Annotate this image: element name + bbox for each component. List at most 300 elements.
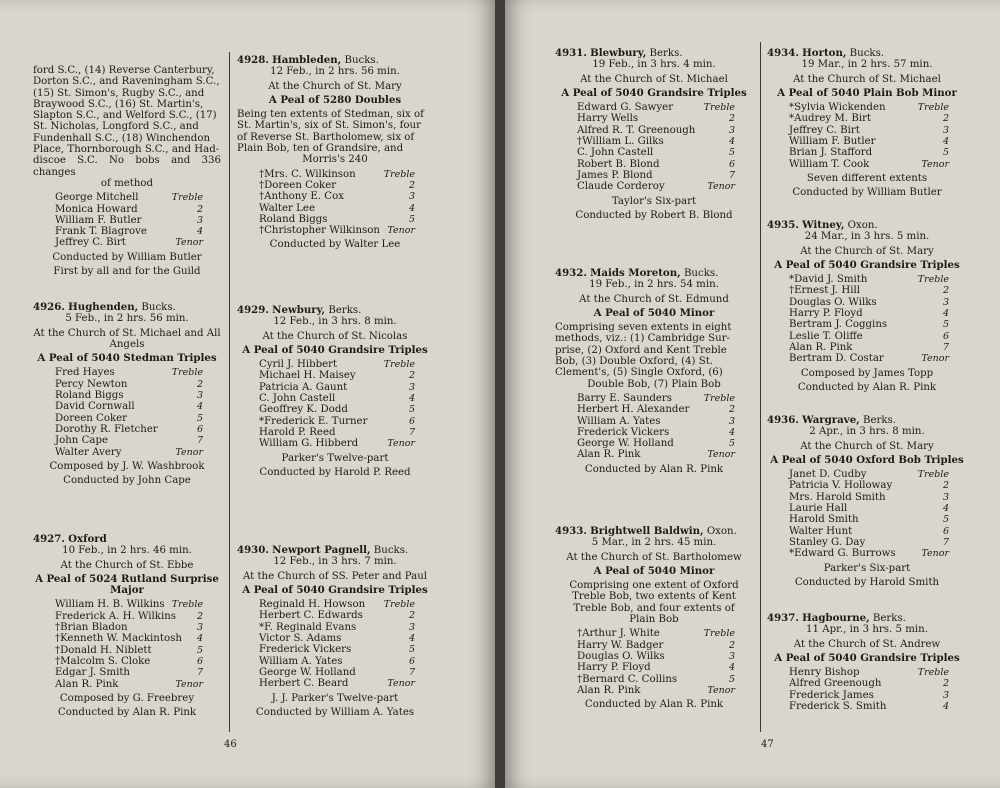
peal-county: Bucks. bbox=[683, 268, 719, 279]
ringer-name: *F. Reginald Evans bbox=[259, 621, 357, 633]
ringer-bell: 7 bbox=[196, 667, 203, 679]
ringer-bell: 4 bbox=[196, 401, 203, 413]
peal-date: 5 Mar., in 2 hrs. 45 min. bbox=[591, 537, 717, 549]
ringer-row bbox=[55, 192, 203, 203]
ringer-row bbox=[55, 656, 203, 667]
ringer-name: Jeffrey C. Birt bbox=[789, 124, 860, 136]
peal-heading bbox=[767, 48, 967, 59]
ringer-row bbox=[577, 170, 735, 181]
ringer-name: Frederick Vickers bbox=[259, 644, 352, 656]
ringer-bell: 2 bbox=[942, 285, 949, 297]
peal-county: Oxon. bbox=[706, 526, 737, 537]
ringer-row bbox=[577, 113, 735, 124]
ringer-row bbox=[259, 656, 415, 667]
ringer-name: †Mrs. C. Wilkinson bbox=[259, 168, 356, 180]
ringer-bell: 3 bbox=[942, 296, 949, 308]
ringer-bell: Treble bbox=[703, 102, 735, 114]
ringer-bell: 5 bbox=[408, 213, 415, 225]
peal-county: Berks. bbox=[328, 305, 362, 316]
ringer-row bbox=[259, 404, 415, 415]
ringer-row bbox=[789, 690, 949, 701]
peal-footer-line: Parker's Twelve-part bbox=[281, 452, 389, 464]
ringer-bell: Tenor bbox=[175, 237, 203, 249]
peal-number: 4934. bbox=[767, 47, 799, 59]
ringer-name: Herbert C. Edwards bbox=[259, 610, 363, 622]
ringer-name: Dorothy R. Fletcher bbox=[55, 423, 158, 435]
peal-title bbox=[555, 566, 753, 577]
ringer-row bbox=[55, 622, 203, 633]
ringer-bell: 5 bbox=[728, 438, 735, 450]
ringer-row bbox=[55, 204, 203, 215]
ringer-row bbox=[577, 651, 735, 662]
ringer-row bbox=[789, 537, 949, 548]
peal-church bbox=[555, 294, 753, 305]
ringer-list bbox=[767, 102, 967, 170]
ringer-bell: Treble bbox=[917, 274, 949, 286]
peal-place: Horton, bbox=[802, 47, 847, 59]
ringer-row bbox=[259, 214, 415, 225]
peal-footer-line: Parker's Six-part bbox=[823, 562, 911, 574]
ringer-row bbox=[259, 599, 415, 610]
ringer-name: Walter Avery bbox=[55, 446, 122, 458]
peal-church bbox=[767, 441, 967, 452]
church-line: At the Church of St. Michael bbox=[793, 73, 941, 85]
ringer-row bbox=[55, 679, 203, 690]
ringer-name: Frederick A. H. Wilkins bbox=[55, 610, 176, 622]
ringer-row bbox=[789, 274, 949, 285]
peal-date: 12 Feb., in 2 hrs. 56 min. bbox=[270, 66, 400, 78]
ringer-name: Harry Wells bbox=[577, 113, 639, 125]
peal-record bbox=[555, 526, 753, 710]
ringer-name: James P. Blond bbox=[577, 169, 653, 181]
ringer-name: Douglas O. Wilks bbox=[577, 650, 665, 662]
description-line: Being ten extents of Stedman, six of bbox=[237, 109, 424, 121]
ringer-name: Alan R. Pink bbox=[577, 684, 641, 696]
peal-footer-line: Conducted by Alan R. Pink bbox=[584, 463, 724, 475]
peal-place: Hambleden, bbox=[272, 54, 342, 66]
ringer-name: Douglas O. Wilks bbox=[789, 296, 877, 308]
ringer-row bbox=[55, 611, 203, 622]
ringer-bell: Treble bbox=[703, 392, 735, 404]
ringer-bell: Tenor bbox=[707, 684, 735, 696]
ringer-bell: 4 bbox=[942, 136, 949, 148]
ringer-row bbox=[259, 169, 415, 180]
ringer-row bbox=[577, 685, 735, 696]
ringer-list bbox=[767, 667, 967, 712]
peal-date: 12 Feb., in 3 hrs. 8 min. bbox=[273, 316, 397, 328]
ringer-row bbox=[55, 667, 203, 678]
ringer-name: Frederick James bbox=[789, 689, 874, 701]
peal-record bbox=[237, 55, 433, 251]
ringer-bell: 2 bbox=[728, 404, 735, 416]
ringer-bell: Treble bbox=[703, 628, 735, 640]
ringer-bell: 4 bbox=[728, 426, 735, 438]
ringer-row bbox=[577, 449, 735, 460]
ringer-bell: 5 bbox=[942, 514, 949, 526]
ringer-row bbox=[259, 393, 415, 404]
description-line: Bob, (3) Double Oxford, (4) St. bbox=[555, 356, 714, 368]
ringer-name: Patricia V. Holloway bbox=[789, 480, 893, 492]
ringer-name: Robert B. Blond bbox=[577, 158, 660, 170]
ringer-row bbox=[577, 102, 735, 113]
peal-date: 2 Apr., in 3 hrs. 8 min. bbox=[809, 426, 925, 438]
ringer-row bbox=[789, 548, 949, 559]
ringer-row bbox=[577, 136, 735, 147]
peal-footer-line: Taylor's Six-part bbox=[611, 195, 697, 207]
ringer-row bbox=[789, 667, 949, 678]
ringer-name: Henry Bishop bbox=[789, 667, 860, 679]
peal-number: 4935. bbox=[767, 219, 799, 231]
ringer-row bbox=[789, 469, 949, 480]
ringer-name: Leslie T. Oliffe bbox=[789, 330, 863, 342]
peal-description bbox=[33, 65, 221, 189]
peal-footer-line: Composed by G. Freebrey bbox=[59, 692, 195, 704]
peal-footer-line: Composed by J. W. Washbrook bbox=[49, 460, 205, 472]
description-line: discoe S.C. No bobs and 336 changes bbox=[33, 155, 221, 178]
ringer-bell: 2 bbox=[196, 378, 203, 390]
ringer-name: Jeffrey C. Birt bbox=[55, 237, 126, 249]
peal-heading bbox=[33, 302, 221, 313]
peal-heading bbox=[555, 268, 753, 279]
ringer-row bbox=[577, 147, 735, 158]
peal-footer-line: Conducted by Alan R. Pink bbox=[584, 699, 724, 711]
column-rule-right bbox=[760, 42, 761, 732]
description-line: of method bbox=[100, 177, 154, 189]
ringer-row bbox=[55, 645, 203, 656]
ringer-bell: Treble bbox=[171, 367, 203, 379]
ringer-row bbox=[55, 413, 203, 424]
column-4 bbox=[767, 48, 967, 738]
ringer-name: Stanley G. Day bbox=[789, 536, 866, 548]
ringer-bell: 5 bbox=[196, 644, 203, 656]
description-line: (15) St. Simon's, Rugby S.C., and bbox=[33, 87, 205, 99]
ringer-row bbox=[55, 447, 203, 458]
left-page-number: 46 bbox=[224, 739, 237, 750]
ringer-bell: 7 bbox=[942, 536, 949, 548]
description-line: Plain Bob, ten of Grandsire, and bbox=[237, 143, 404, 155]
peal-footer-line: J. J. Parker's Twelve-part bbox=[271, 692, 399, 704]
ringer-row bbox=[577, 125, 735, 136]
ringer-name: Frank T. Blagrove bbox=[55, 226, 147, 238]
ringer-name: Walter Lee bbox=[259, 202, 315, 214]
peal-county: Bucks. bbox=[344, 55, 379, 66]
ringer-row bbox=[789, 159, 949, 170]
ringer-bell: Tenor bbox=[707, 449, 735, 461]
title-line: A Peal of 5040 Grandsire Triples bbox=[242, 343, 428, 356]
ringer-bell: 2 bbox=[196, 610, 203, 622]
ringer-bell: 7 bbox=[196, 435, 203, 447]
ringer-name: †Brian Bladon bbox=[55, 622, 128, 634]
description-line: Slapton S.C., and Welford S.C., (17) bbox=[33, 110, 217, 122]
ringer-name: †Ernest J. Hill bbox=[789, 285, 860, 297]
ringer-row bbox=[259, 438, 415, 449]
church-line: At the Church of St. Andrew bbox=[793, 638, 941, 650]
peal-number: 4926. bbox=[33, 301, 65, 313]
peal-footer-line: Conducted by Robert B. Blond bbox=[575, 209, 733, 221]
ringer-name: *Sylvia Wickenden bbox=[789, 102, 886, 114]
ringer-name: William H. B. Wilkins bbox=[55, 599, 165, 611]
ringer-row bbox=[789, 492, 949, 503]
ringer-bell: 3 bbox=[196, 214, 203, 226]
ringer-name: Harry W. Badger bbox=[577, 639, 664, 651]
ringer-name: Victor S. Adams bbox=[259, 633, 342, 645]
peal-record bbox=[555, 48, 753, 221]
peal-number: 4931. bbox=[555, 47, 587, 59]
ringer-bell: 3 bbox=[196, 390, 203, 402]
title-line: A Peal of 5040 Oxford Bob Triples bbox=[770, 453, 964, 466]
peal-county: Berks. bbox=[872, 613, 906, 624]
peal-place: Brightwell Baldwin, bbox=[590, 525, 704, 537]
ringer-name: Alan R. Pink bbox=[789, 341, 853, 353]
peal-church bbox=[33, 328, 221, 351]
ringer-row bbox=[259, 180, 415, 191]
ringer-name: Edward G. Sawyer bbox=[577, 102, 674, 114]
ringer-row bbox=[789, 331, 949, 342]
ringer-bell: 7 bbox=[408, 666, 415, 678]
peal-record bbox=[767, 220, 967, 393]
ringer-bell: 3 bbox=[942, 689, 949, 701]
ringer-bell: 4 bbox=[408, 633, 415, 645]
ringer-bell: Treble bbox=[171, 192, 203, 204]
ringer-row bbox=[577, 416, 735, 427]
ringer-name: George W. Holland bbox=[259, 666, 356, 678]
ringer-row bbox=[789, 136, 949, 147]
church-line: At the Church of St. Mary bbox=[800, 440, 934, 452]
peal-date: 24 Mar., in 3 hrs. 5 min. bbox=[804, 231, 930, 243]
ringer-name: Janet D. Cudby bbox=[789, 469, 867, 481]
ringer-row bbox=[259, 203, 415, 214]
ringer-name: Reginald H. Howson bbox=[259, 599, 366, 611]
ringer-bell: 2 bbox=[408, 370, 415, 382]
peal-number: 4929. bbox=[237, 304, 269, 316]
description-line: Dorton S.C., and Raveningham S.C., bbox=[33, 76, 220, 88]
column-3 bbox=[555, 48, 753, 738]
ringer-row bbox=[577, 181, 735, 192]
ringer-row bbox=[259, 382, 415, 393]
ringer-name: *Audrey M. Birt bbox=[789, 113, 872, 125]
ringer-row bbox=[259, 678, 415, 689]
ringer-list bbox=[237, 599, 433, 689]
peal-record bbox=[767, 613, 967, 712]
peal-church bbox=[237, 571, 433, 582]
peal-heading bbox=[33, 534, 221, 545]
peal-church bbox=[555, 74, 753, 85]
peal-number: 4936. bbox=[767, 414, 799, 426]
ringer-name: Walter Hunt bbox=[789, 525, 853, 537]
ringer-name: William A. Yates bbox=[577, 415, 661, 427]
peal-record bbox=[767, 415, 967, 588]
peal-footer-line: Conducted by William Butler bbox=[792, 187, 942, 199]
ringer-row bbox=[55, 599, 203, 610]
ringer-row bbox=[577, 438, 735, 449]
ringer-name: Cyril J. Hibbert bbox=[259, 359, 338, 371]
ringer-bell: Tenor bbox=[707, 181, 735, 193]
peal-record bbox=[555, 268, 753, 475]
ringer-row bbox=[789, 125, 949, 136]
ringer-name: Edgar J. Smith bbox=[55, 667, 130, 679]
church-line: At the Church of St. Ebbe bbox=[60, 559, 194, 571]
ringer-name: C. John Castell bbox=[259, 393, 336, 405]
ringer-name: Alan R. Pink bbox=[55, 678, 119, 690]
ringer-bell: 4 bbox=[728, 662, 735, 674]
ringer-name: *Frederick E. Turner bbox=[259, 415, 368, 427]
ringer-name: Laurie Hall bbox=[789, 503, 848, 515]
ringer-row bbox=[55, 226, 203, 237]
ringer-row bbox=[577, 159, 735, 170]
ringer-bell: 5 bbox=[196, 412, 203, 424]
peal-record bbox=[767, 48, 967, 199]
ringer-list bbox=[33, 367, 221, 457]
peal-heading bbox=[767, 415, 967, 426]
church-line: At the Church of St. Bartholomew bbox=[566, 551, 742, 563]
ringer-bell: Treble bbox=[917, 469, 949, 481]
ringer-name: George Mitchell bbox=[55, 192, 139, 204]
peal-footer-line: Conducted by John Cape bbox=[63, 475, 191, 487]
ringer-row bbox=[577, 674, 735, 685]
ringer-bell: 6 bbox=[196, 423, 203, 435]
peal-county: Berks. bbox=[862, 415, 896, 426]
peal-title bbox=[767, 455, 967, 466]
ringer-list bbox=[767, 274, 967, 364]
ringer-bell: 3 bbox=[942, 124, 949, 136]
ringer-name: Herbert H. Alexander bbox=[577, 404, 690, 416]
ringer-name: Barry E. Saunders bbox=[577, 392, 673, 404]
ringer-bell: 5 bbox=[942, 319, 949, 331]
ringer-bell: Treble bbox=[171, 599, 203, 611]
peal-county: Bucks. bbox=[373, 545, 409, 556]
peal-place: Newport Pagnell, bbox=[272, 544, 371, 556]
ringer-name: †William L. Gilks bbox=[577, 136, 664, 148]
description-line: Plain Bob bbox=[629, 614, 679, 626]
title-line: A Peal of 5040 Minor bbox=[593, 306, 715, 319]
ringer-bell: 5 bbox=[408, 644, 415, 656]
ringer-row bbox=[789, 514, 949, 525]
ringer-bell: Tenor bbox=[387, 225, 415, 237]
ringer-name: Alan R. Pink bbox=[577, 449, 641, 461]
peal-description bbox=[555, 322, 753, 390]
ringer-name: William T. Cook bbox=[789, 158, 870, 170]
peal-date: 19 Feb., in 3 hrs. 4 min. bbox=[592, 59, 716, 71]
ringer-bell: 5 bbox=[728, 147, 735, 159]
peal-place: Blewbury, bbox=[590, 47, 647, 59]
peal-county: Bucks. bbox=[141, 302, 176, 313]
ringer-row bbox=[55, 215, 203, 226]
ringer-bell: 4 bbox=[196, 633, 203, 645]
column-1 bbox=[33, 62, 221, 742]
ringer-list bbox=[555, 393, 753, 461]
ringer-row bbox=[789, 147, 949, 158]
ringer-bell: 2 bbox=[942, 678, 949, 690]
title-line: A Peal of 5040 Grandsire Triples bbox=[561, 86, 747, 99]
peal-number: 4932. bbox=[555, 267, 587, 279]
description-line: Treble Bob, two extents of Kent bbox=[572, 591, 736, 603]
ringer-row bbox=[259, 359, 415, 370]
ringer-name: David Cornwall bbox=[55, 401, 135, 413]
peal-place: Hagbourne, bbox=[802, 612, 870, 624]
ringer-name: †Anthony E. Cox bbox=[259, 191, 344, 203]
ringer-row bbox=[55, 401, 203, 412]
title-line: A Peal of 5280 Doubles bbox=[268, 93, 402, 106]
ringer-row bbox=[55, 237, 203, 248]
ringer-bell: 6 bbox=[408, 655, 415, 667]
ringer-row bbox=[259, 416, 415, 427]
peal-footer-line: First by all and for the Guild bbox=[53, 266, 201, 278]
ringer-bell: Tenor bbox=[175, 678, 203, 690]
ringer-name: William F. Butler bbox=[789, 136, 876, 148]
ringer-bell: 4 bbox=[728, 136, 735, 148]
ringer-name: †Doreen Coker bbox=[259, 179, 337, 191]
church-line: At the Church of St. Edmund bbox=[579, 293, 729, 305]
peal-number: 4928. bbox=[237, 54, 269, 66]
ringer-name: C. John Castell bbox=[577, 147, 654, 159]
peal-number: 4937. bbox=[767, 612, 799, 624]
peal-title bbox=[237, 585, 433, 596]
ringer-name: Doreen Coker bbox=[55, 412, 128, 424]
ringer-list bbox=[33, 192, 221, 248]
ringer-name: Frederick Vickers bbox=[577, 426, 670, 438]
ringer-bell: 4 bbox=[408, 202, 415, 214]
ringer-bell: Tenor bbox=[387, 678, 415, 690]
ringer-row bbox=[789, 353, 949, 364]
peal-county: Berks. bbox=[649, 48, 683, 59]
church-line: At the Church of St. Mary bbox=[268, 80, 402, 92]
peal-title bbox=[767, 260, 967, 271]
ringer-row bbox=[55, 435, 203, 446]
title-line: A Peal of 5040 Grandsire Triples bbox=[774, 258, 960, 271]
title-line: A Peal of 5040 Stedman Triples bbox=[37, 352, 217, 365]
peal-county: Bucks. bbox=[849, 48, 885, 59]
peal-title bbox=[767, 653, 967, 664]
peal-church bbox=[237, 81, 433, 92]
peal-heading bbox=[555, 48, 753, 59]
ringer-name: George W. Holland bbox=[577, 438, 674, 450]
title-line: A Peal of 5040 Grandsire Triples bbox=[774, 651, 960, 664]
peal-heading bbox=[767, 613, 967, 624]
peal-title bbox=[555, 88, 753, 99]
right-page-number: 47 bbox=[761, 739, 774, 750]
ringer-row bbox=[789, 480, 949, 491]
ringer-row bbox=[577, 393, 735, 404]
ringer-bell: 6 bbox=[408, 415, 415, 427]
ringer-name: William F. Butler bbox=[55, 214, 142, 226]
ringer-bell: 6 bbox=[942, 330, 949, 342]
church-line: At the Church of St. Nicolas bbox=[262, 330, 408, 342]
peal-title bbox=[555, 308, 753, 319]
ringer-row bbox=[55, 367, 203, 378]
peal-footer-line: Conducted by William Butler bbox=[52, 251, 202, 263]
peal-place: Wargrave, bbox=[802, 414, 860, 426]
peal-title bbox=[767, 88, 967, 99]
peal-heading bbox=[237, 545, 433, 556]
ringer-name: Monica Howard bbox=[55, 203, 138, 215]
ringer-row bbox=[55, 390, 203, 401]
peal-church bbox=[767, 639, 967, 650]
ringer-name: Geoffrey K. Dodd bbox=[259, 404, 348, 416]
title-line: Major bbox=[110, 584, 144, 597]
ringer-name: Harry P. Floyd bbox=[789, 308, 863, 320]
peal-number: 4933. bbox=[555, 525, 587, 537]
ringer-name: †Bernard C. Collins bbox=[577, 673, 678, 685]
description-line: methods, viz.: (1) Cambridge Sur- bbox=[555, 333, 731, 345]
ringer-row bbox=[789, 308, 949, 319]
ringer-bell: 7 bbox=[728, 169, 735, 181]
peal-place: Oxford bbox=[68, 533, 107, 545]
ringer-row bbox=[55, 424, 203, 435]
peal-footer-line: Conducted by William A. Yates bbox=[255, 706, 415, 718]
peal-title bbox=[237, 95, 433, 106]
ringer-row bbox=[259, 610, 415, 621]
church-line: At the Church of St. Michael and All bbox=[33, 327, 221, 339]
